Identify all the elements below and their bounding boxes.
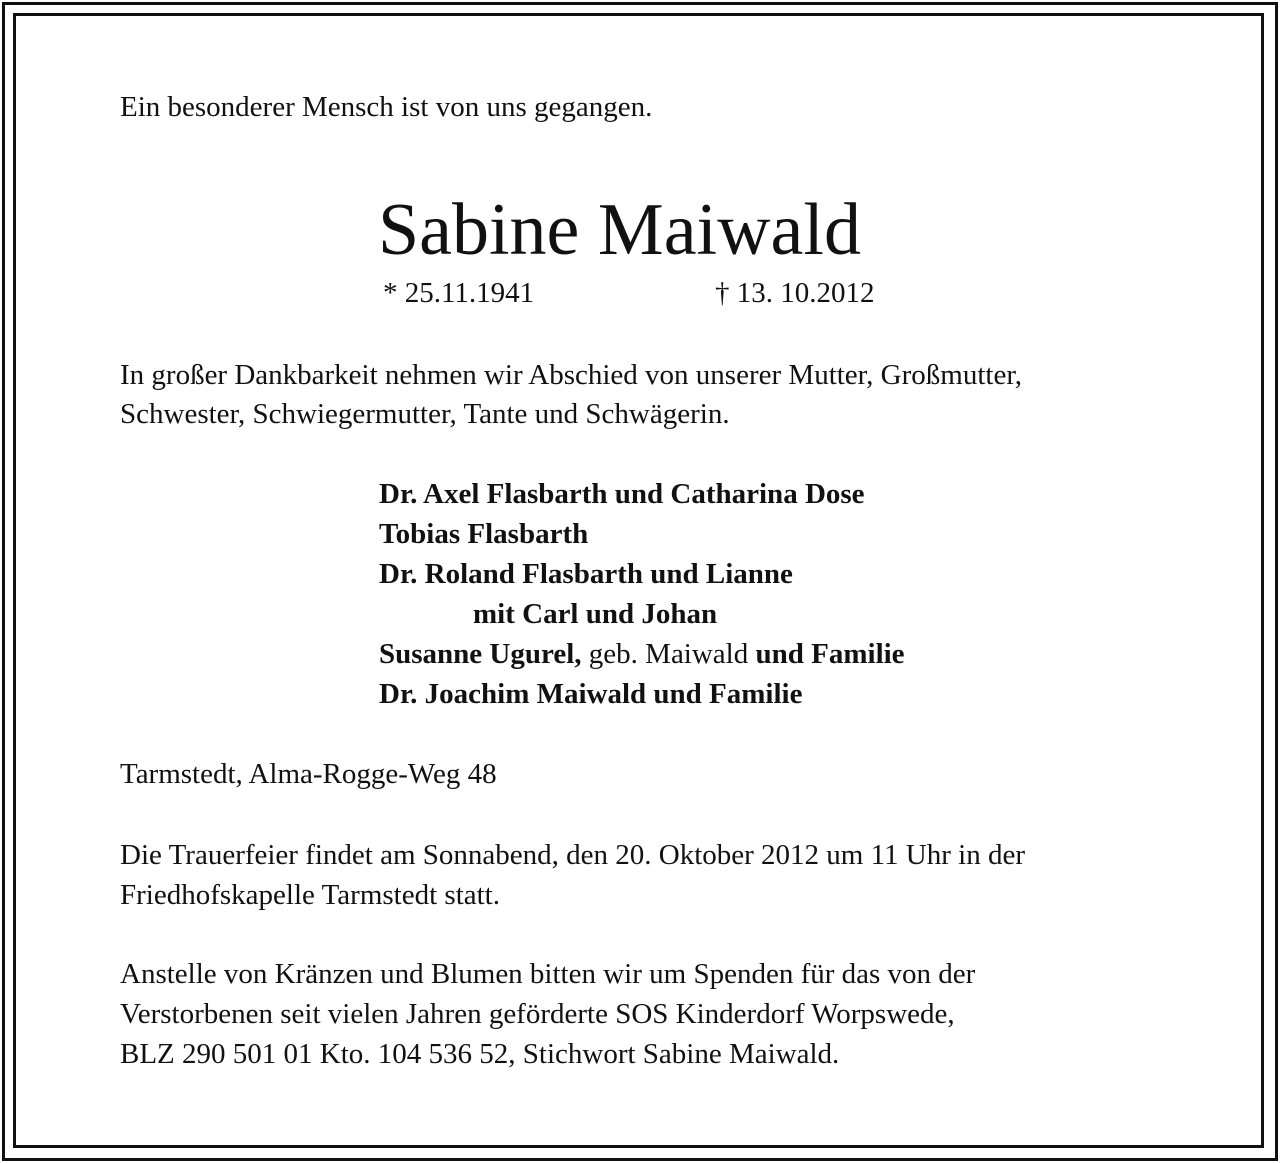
service-line-2: Friedhofskapelle Tarmstedt statt.: [120, 879, 500, 911]
donation-line-3: BLZ 290 501 01 Kto. 104 536 52, Stichwort Sabine Maiwald.: [120, 1038, 840, 1070]
birth-date: * 25.11.1941: [383, 277, 535, 309]
mourner-name: Susanne Ugurel,: [379, 638, 582, 670]
service-line-1: Die Trauerfeier findet am Sonnabend, den 20. Oktober 2012 um 11 Uhr in der: [120, 839, 1025, 871]
farewell-line-1: In großer Dankbarkeit nehmen wir Abschied von unserer Mutter, Großmutter,: [120, 359, 1023, 391]
death-date: † 13. 10.2012: [715, 277, 875, 309]
mourners-list: [379, 474, 905, 714]
address-line: Tarmstedt, Alma-Rogge-Weg 48: [120, 758, 497, 790]
deceased-name: Sabine Maiwald: [378, 189, 861, 271]
mourner-family: und Familie: [755, 638, 905, 670]
mourner-row: Dr. Axel Flasbarth und Catharina Dose: [379, 478, 865, 510]
donation-line-2: Verstorbenen seit vielen Jahren geförderte SOS Kinderdorf Worpswede,: [120, 998, 955, 1030]
mourner-row: Tobias Flasbarth: [379, 518, 589, 550]
farewell-line-2: Schwester, Schwiegermutter, Tante und Schwägerin.: [120, 398, 730, 430]
mourner-row: Dr. Roland Flasbarth und Lianne: [379, 558, 793, 590]
mourner-row: Dr. Joachim Maiwald und Familie: [379, 678, 803, 710]
donation-line-1: Anstelle von Kränzen und Blumen bitten wir um Spenden für das von der: [120, 958, 976, 990]
mourner-row: [379, 634, 905, 674]
intro-line: Ein besonderer Mensch ist von uns gegangen.: [120, 91, 653, 123]
mourner-row: mit Carl und Johan: [473, 598, 718, 630]
maiden-name: geb. Maiwald: [581, 638, 756, 670]
